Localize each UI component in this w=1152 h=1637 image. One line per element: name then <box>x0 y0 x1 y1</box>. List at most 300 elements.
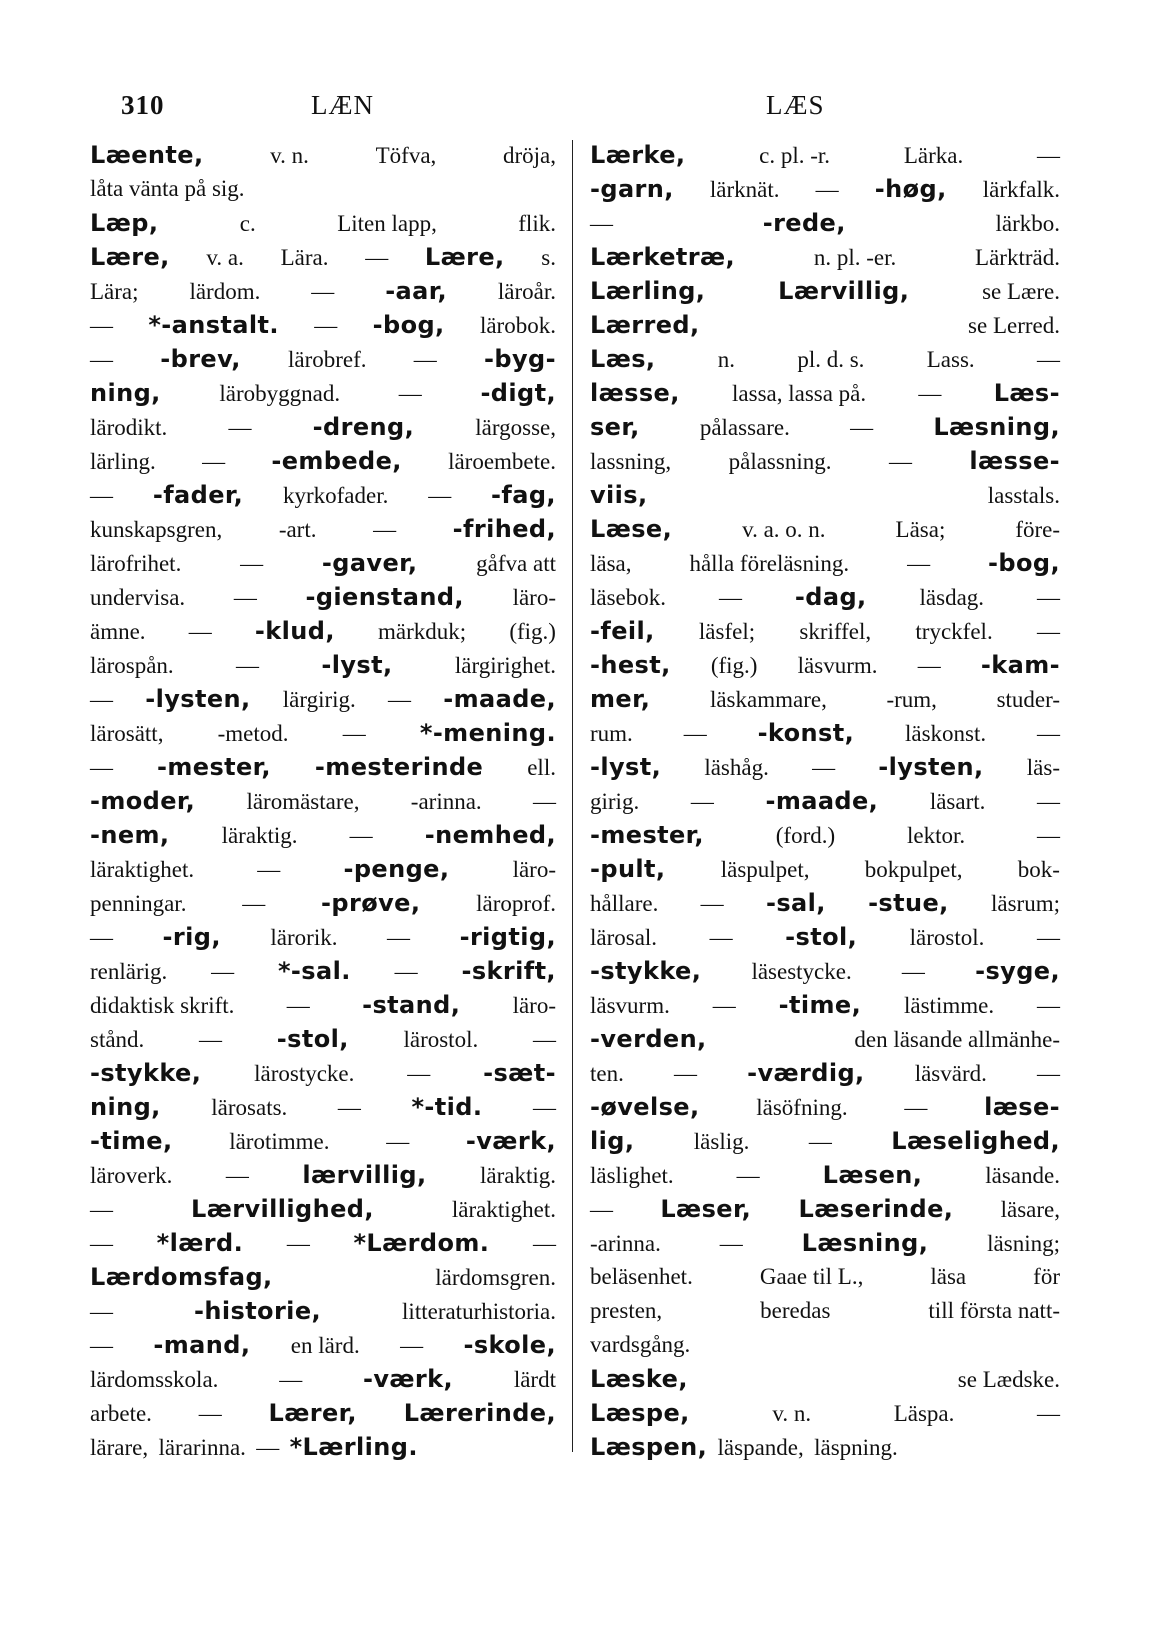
headword-wrap <box>315 750 483 785</box>
headword: -maade, <box>443 685 556 713</box>
headword-wrap <box>353 1226 489 1261</box>
definition-text: läraktighet. <box>90 857 195 882</box>
dictionary-line <box>590 920 1060 954</box>
definition-text: — <box>279 1367 303 1392</box>
headword-wrap <box>363 1362 453 1397</box>
definition-text: läs- <box>1026 755 1060 780</box>
headword: -penge, <box>343 855 450 883</box>
definition-text: Töfva, <box>375 143 437 168</box>
definition-text: — <box>349 823 373 848</box>
definition-text: c. <box>239 211 256 236</box>
headword: Lærvillighed, <box>191 1195 374 1223</box>
definition-text: — <box>387 925 411 950</box>
dictionary-line <box>590 274 1060 308</box>
definition-text: — <box>314 313 338 338</box>
definition-text: pålassare. <box>699 415 790 440</box>
definition-text: läsestycke. <box>751 959 852 984</box>
headword-wrap <box>460 920 556 955</box>
headword-wrap <box>385 274 447 309</box>
definition-text: skriffel, <box>799 619 872 644</box>
headword: Læente, <box>90 141 204 169</box>
definition-text: lärgirig. <box>282 687 356 712</box>
dictionary-line <box>590 852 1060 886</box>
definition-text: lärkbo. <box>995 211 1060 236</box>
headword-wrap <box>404 1396 556 1431</box>
definition-text: — <box>1037 789 1060 814</box>
headword-wrap <box>802 1226 929 1261</box>
headword: -lyst, <box>321 651 393 679</box>
dictionary-line <box>90 1396 556 1430</box>
dictionary-line <box>90 1260 556 1294</box>
definition-text: den läsande allmänhe- <box>854 1027 1060 1052</box>
headword: -dag, <box>794 583 867 611</box>
dictionary-line <box>90 886 556 920</box>
definition-text: — <box>918 381 942 406</box>
definition-text: hållare. <box>590 891 659 916</box>
headword-wrap <box>466 1124 556 1159</box>
definition-text: läshåg. <box>704 755 769 780</box>
definition-text: — <box>211 959 235 984</box>
headword-wrap <box>269 1396 357 1431</box>
definition-text: — <box>1036 993 1060 1018</box>
dictionary-line <box>90 1022 556 1056</box>
dictionary-line <box>90 410 556 444</box>
headword-wrap <box>483 1056 556 1091</box>
definition-text: — <box>90 483 113 508</box>
headword-wrap <box>425 818 556 853</box>
dictionary-line <box>90 1056 556 1090</box>
left-column <box>90 138 556 1464</box>
definition-text: (fig.) <box>509 619 556 644</box>
definition-text: — <box>1036 925 1060 950</box>
definition-text: — <box>1036 585 1060 610</box>
definition-text: — <box>90 1197 113 1222</box>
definition-text: en lärd. <box>290 1333 360 1358</box>
headword-wrap <box>590 342 655 377</box>
headword-wrap <box>461 954 556 989</box>
dictionary-line <box>590 818 1060 852</box>
headword-wrap <box>590 1396 690 1431</box>
definition-text: lärotimme. <box>229 1129 330 1154</box>
headword-wrap <box>145 682 250 717</box>
page-number: 310 <box>121 90 165 120</box>
definition-text: låta vänta på sig. <box>90 176 245 201</box>
headword: Læs, <box>590 345 656 373</box>
definition-text: — <box>90 1231 113 1256</box>
definition-text: — <box>533 789 556 814</box>
dictionary-line <box>90 172 556 206</box>
headword-wrap <box>305 580 463 615</box>
definition-text: läraktighet. <box>451 1197 556 1222</box>
headword-wrap <box>590 478 648 513</box>
headword: -lysten, <box>878 753 984 781</box>
left-guide-word: LÆN <box>311 90 374 120</box>
headword: -aar, <box>385 277 447 305</box>
dictionary-line <box>590 614 1060 648</box>
headword-wrap <box>590 308 700 343</box>
headword: -gienstand, <box>305 583 464 611</box>
definition-text: kunskapsgren, <box>90 517 223 542</box>
definition-text: — <box>242 891 266 916</box>
definition-text: — <box>736 1163 760 1188</box>
definition-text: arbete. <box>90 1401 152 1426</box>
dictionary-line <box>590 1192 1060 1226</box>
definition-text: c. pl. -r. <box>759 143 831 168</box>
headword: ser, <box>590 413 640 441</box>
definition-text: — <box>286 993 310 1018</box>
headword-wrap <box>453 512 556 547</box>
headword: lig, <box>590 1127 635 1155</box>
dictionary-line <box>590 1294 1060 1328</box>
dictionary-line <box>90 852 556 886</box>
definition-text: se Lædske. <box>957 1367 1060 1392</box>
dictionary-line <box>590 206 1060 240</box>
definition-text: — <box>673 1061 697 1086</box>
definition-text: — <box>1036 143 1060 168</box>
definition-text: lärospån. <box>90 653 174 678</box>
dictionary-line <box>590 1056 1060 1090</box>
headword: Læspen, <box>590 1433 708 1461</box>
definition-text: läsande. <box>985 1163 1060 1188</box>
definition-text: lärdomsgren. <box>435 1265 556 1290</box>
headword: -embede, <box>271 447 402 475</box>
dictionary-line <box>90 138 556 172</box>
headword-wrap <box>90 1260 273 1295</box>
definition-text: — <box>202 449 226 474</box>
headword-wrap <box>590 818 704 853</box>
headword: -mesterinde <box>314 753 484 781</box>
headword-wrap <box>868 886 949 921</box>
definition-text: — <box>1036 619 1060 644</box>
headword: -stykke, <box>590 957 702 985</box>
headword-wrap <box>660 1192 751 1227</box>
definition-text: läspande, <box>717 1435 804 1460</box>
definition-text: — <box>337 1095 361 1120</box>
headword-wrap <box>157 750 271 785</box>
definition-text: — <box>257 857 281 882</box>
definition-text: läskammare, <box>709 687 827 712</box>
dictionary-line <box>590 682 1060 716</box>
dictionary-line <box>590 376 1060 410</box>
definition-text: Läsa; <box>895 517 946 542</box>
definition-text: läro- <box>512 585 556 610</box>
dictionary-line <box>90 342 556 376</box>
dictionary-line <box>590 580 1060 614</box>
headword-wrap <box>322 546 417 581</box>
definition-text: läsart. <box>929 789 986 814</box>
headword: -øvelse, <box>590 1093 700 1121</box>
definition-text: lasstals. <box>987 483 1060 508</box>
dictionary-line <box>90 478 556 512</box>
headword: Lærke, <box>590 141 686 169</box>
headword: -moder, <box>90 787 196 815</box>
headword: -mester, <box>590 821 704 849</box>
headword-wrap <box>590 172 674 207</box>
definition-text: — <box>400 1333 424 1358</box>
headword-wrap <box>785 920 857 955</box>
headword-wrap <box>975 954 1060 989</box>
dictionary-line <box>590 886 1060 920</box>
headword: Læspe, <box>590 1399 690 1427</box>
definition-text: lärosätt, <box>90 721 164 746</box>
definition-text: v. n. <box>772 1401 812 1426</box>
headword: -klud, <box>254 617 335 645</box>
headword-wrap <box>191 1192 374 1227</box>
definition-text: — <box>1036 823 1060 848</box>
headword: -prøve, <box>321 889 421 917</box>
headword-wrap <box>994 376 1060 411</box>
headword-wrap <box>891 1124 1060 1159</box>
headword-wrap <box>277 1022 349 1057</box>
definition-text: läroverk. <box>90 1163 173 1188</box>
headword-wrap <box>443 682 556 717</box>
headword: -stue, <box>868 889 949 917</box>
headword-wrap <box>90 784 195 819</box>
dictionary-line <box>90 750 556 784</box>
headword-wrap <box>271 444 401 479</box>
definition-text: märkduk; <box>378 619 467 644</box>
headword-wrap <box>747 1056 865 1091</box>
definition-text: läsrum; <box>990 891 1060 916</box>
definition-text: till första natt- <box>928 1298 1060 1323</box>
dictionary-line <box>590 750 1060 784</box>
right-guide-word: LÆS <box>766 90 825 120</box>
headword: -stol, <box>785 923 858 951</box>
dictionary-line <box>90 308 556 342</box>
definition-text: — <box>683 721 707 746</box>
headword-wrap <box>590 852 665 887</box>
definition-text: läsa, <box>590 551 632 576</box>
dictionary-line <box>590 478 1060 512</box>
column-divider <box>572 140 573 1452</box>
headword-wrap <box>779 988 861 1023</box>
headword-wrap <box>463 1328 555 1363</box>
definition-text: — <box>398 381 422 406</box>
headword-wrap <box>590 1022 707 1057</box>
headword: Lærdomsfag, <box>90 1263 273 1291</box>
definition-text: kyrkofader. <box>282 483 389 508</box>
definition-text: lärorik. <box>270 925 338 950</box>
definition-text: — <box>311 279 335 304</box>
headword: Læske, <box>590 1365 688 1393</box>
definition-text: lärarinna. <box>158 1435 246 1460</box>
definition-text: — <box>690 789 714 814</box>
definition-text: — <box>90 313 113 338</box>
headword-wrap <box>590 682 650 717</box>
definition-text: studer- <box>996 687 1060 712</box>
definition-text: -art. <box>278 517 317 542</box>
headword: -syge, <box>975 957 1060 985</box>
headword: ning, <box>90 1093 161 1121</box>
definition-text: — <box>236 653 260 678</box>
headword: -skrift, <box>461 957 556 985</box>
headword: -mand, <box>153 1331 251 1359</box>
definition-text: pl. d. s. <box>797 347 865 372</box>
headword: -mester, <box>157 753 271 781</box>
definition-text: lärostol. <box>909 925 985 950</box>
dictionary-line <box>590 1124 1060 1158</box>
dictionary-line <box>590 1362 1060 1396</box>
dictionary-line <box>90 1090 556 1124</box>
definition-text: (fig.) <box>710 653 758 678</box>
definition-text: litteraturhistoria. <box>402 1299 556 1324</box>
definition-text: — <box>394 959 418 984</box>
definition-text: läsöfning. <box>756 1095 848 1120</box>
definition-text: — <box>188 619 212 644</box>
definition-text: presten, <box>590 1298 663 1323</box>
headword: mer, <box>590 685 651 713</box>
headword-wrap <box>590 1430 707 1465</box>
definition-text: — <box>590 211 613 236</box>
dictionary-line <box>90 1226 556 1260</box>
headword-wrap <box>278 954 351 989</box>
definition-text: lärosats. <box>211 1095 288 1120</box>
definition-text: läspning. <box>814 1435 898 1460</box>
definition-text: — <box>228 415 252 440</box>
dictionary-line <box>90 1294 556 1328</box>
headword: Lærvillig, <box>778 277 910 305</box>
dictionary-line <box>90 920 556 954</box>
headword-wrap <box>590 750 661 785</box>
headword: -skole, <box>463 1331 556 1359</box>
definition-text: beredas <box>760 1298 831 1323</box>
definition-text: läsning; <box>987 1231 1060 1256</box>
headword: *lærd. <box>156 1229 244 1257</box>
dictionary-line <box>90 1362 556 1396</box>
definition-text: — <box>850 415 874 440</box>
definition-text: lektor. <box>907 823 966 848</box>
headword-wrap <box>313 410 414 445</box>
headword: -pult, <box>590 855 666 883</box>
definition-text: lärgirighet. <box>454 653 556 678</box>
headword: Lærerinde, <box>403 1399 556 1427</box>
headword-wrap <box>590 274 705 309</box>
definition-text: för <box>1033 1264 1060 1289</box>
dictionary-line <box>590 512 1060 546</box>
definition-text: Läspa. <box>893 1401 955 1426</box>
definition-text: lärobok. <box>479 313 556 338</box>
headword: Læser, <box>660 1195 752 1223</box>
headword: -digt, <box>480 379 556 407</box>
definition-text: stånd. <box>90 1027 145 1052</box>
definition-text: — <box>1036 721 1060 746</box>
dictionary-line <box>90 580 556 614</box>
headword-wrap <box>255 614 335 649</box>
definition-text: — <box>712 993 736 1018</box>
definition-text: se Lære. <box>982 279 1060 304</box>
definition-text: — <box>719 1231 743 1256</box>
definition-text: — <box>1036 1061 1060 1086</box>
headword: -sal, <box>765 889 826 917</box>
definition-text: lärobref. <box>287 347 367 372</box>
headword-wrap <box>799 1192 954 1227</box>
headword: *-tid. <box>411 1093 483 1121</box>
headword-wrap <box>90 1056 201 1091</box>
definition-text: Lära; <box>90 279 139 304</box>
definition-text: läroembete. <box>448 449 556 474</box>
headword: -historie, <box>194 1297 322 1325</box>
headword: *-sal. <box>277 957 351 985</box>
headword: Læse, <box>590 515 673 543</box>
definition-text: lassa, lassa på. <box>732 381 867 406</box>
headword-wrap <box>160 342 240 377</box>
definition-text: — <box>1036 1401 1060 1426</box>
headword: -kam- <box>980 651 1060 679</box>
definition-text: — <box>225 1163 249 1188</box>
dictionary-line <box>590 342 1060 376</box>
headword: -sæt- <box>483 1059 556 1087</box>
headword: *Lærdom. <box>353 1229 490 1257</box>
headword-wrap <box>90 240 170 275</box>
dictionary-line <box>90 818 556 852</box>
dictionary-line <box>90 512 556 546</box>
dictionary-line <box>590 172 1060 206</box>
definition-text: — <box>256 1435 280 1460</box>
definition-text: läsare, <box>1000 1197 1060 1222</box>
headword-wrap <box>590 1090 699 1125</box>
dictionary-line <box>590 716 1060 750</box>
definition-text: före- <box>1015 517 1060 542</box>
dictionary-line <box>90 444 556 478</box>
definition-text: läro- <box>512 857 556 882</box>
headword-wrap <box>795 580 867 615</box>
headword-wrap <box>590 138 685 173</box>
dictionary-line <box>90 274 556 308</box>
definition-text: — <box>233 585 257 610</box>
headword-wrap <box>90 206 158 241</box>
headword: -stand, <box>362 991 461 1019</box>
definition-text: rum. <box>590 721 633 746</box>
headword: -lyst, <box>590 753 662 781</box>
headword: Lærling, <box>590 277 706 305</box>
definition-text: lärobyggnad. <box>219 381 341 406</box>
headword-wrap <box>984 1090 1060 1125</box>
dictionary-line <box>90 988 556 1022</box>
definition-text: läsvärd. <box>914 1061 987 1086</box>
dictionary-line <box>90 1328 556 1362</box>
headword: Lærred, <box>590 311 700 339</box>
headword-wrap <box>765 784 878 819</box>
definition-text: — <box>901 959 925 984</box>
definition-text: n. pl. -er. <box>813 245 897 270</box>
dictionary-line <box>90 1192 556 1226</box>
definition-text: — <box>718 585 742 610</box>
definition-text: — <box>90 347 113 372</box>
headword-wrap <box>157 1226 243 1261</box>
definition-text: lästimme. <box>904 993 995 1018</box>
headword: -konst, <box>757 719 855 747</box>
headword: Læp, <box>90 209 159 237</box>
definition-text: (ford.) <box>775 823 836 848</box>
headword: Læsen, <box>822 1161 923 1189</box>
definition-text: bokpulpet, <box>864 857 963 882</box>
definition-text: läslighet. <box>590 1163 674 1188</box>
definition-text: hålla föreläsning. <box>689 551 850 576</box>
definition-text: ten. <box>590 1061 624 1086</box>
headword-wrap <box>321 886 420 921</box>
headword: Lære, <box>90 243 170 271</box>
definition-text: lärostol. <box>403 1027 479 1052</box>
headword: -lysten, <box>145 685 251 713</box>
dictionary-line <box>590 1090 1060 1124</box>
definition-text: — <box>532 1095 556 1120</box>
headword: ning, <box>90 379 161 407</box>
dictionary-line <box>590 410 1060 444</box>
definition-text: flik. <box>518 211 556 236</box>
dictionary-line <box>90 648 556 682</box>
headword-wrap <box>933 410 1060 445</box>
headword: lærvillig, <box>302 1161 427 1189</box>
